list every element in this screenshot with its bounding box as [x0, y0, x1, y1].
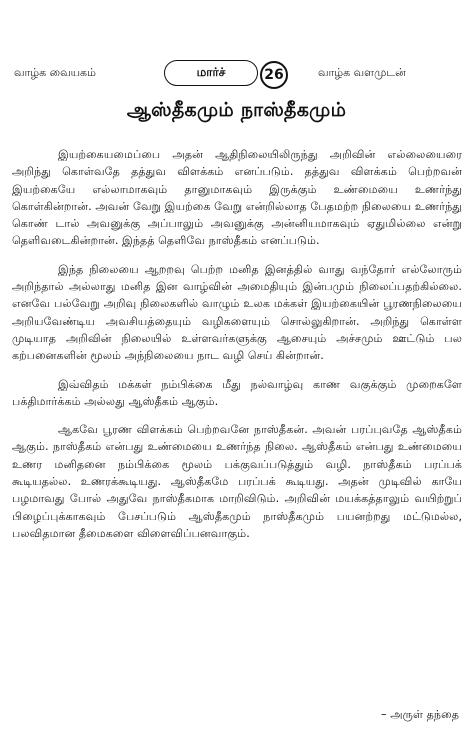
header-right-motto: வாழ்க வளமுடன் — [318, 66, 406, 79]
paragraph-3: இவ்விதம் மக்கள் நம்பிக்கை மீது நல்வாழ்வு காண வகுக்கும் முறைகளே பக்திமார்க்கம் அல்லது ஆஸ்தீகம் ஆகும். — [12, 377, 462, 408]
header-left-motto: வாழ்க வையகம் — [14, 66, 96, 79]
page-title: ஆஸ்தீகமும் நாஸ்தீகமும் — [126, 99, 347, 121]
article-body — [12, 146, 462, 553]
paragraph-4: ஆகவே பூரண விளக்கம் பெற்றவனே நாஸ்தீகன். அவன் பரப்புவதே ஆஸ்தீகம் ஆகும். நாஸ்தீகம் என்பது உண்மையை உணர்ந்த நிலை. ஆஸ்தீகம் என்பது உண்மையை உணர மனிதனை நம்பிக்கை மூலம் பக்குவப்படுத்தும் வழி. நாஸ்தீகம் பரப்பக் கூடியதல்ல. உணரக்கூடியது. ஆஸ்தீகமே பரப்பக் கூடியது. அதன் முடிவில் காயே பழமாவது போல் அதுவே நாஸ்தீகமாக மாறிவிடும். அறிவின் மயக்கத்தாலும் வயிற்றுப் பிழைப்புக்காகவும் பேசப்படும் ஆஸ்தீகமும் நாஸ்தீகமும் பயனற்றது மட்டுமல்ல, பலவிதமான தீமைகளை விளைவிப்பனவாகும். — [12, 423, 462, 540]
paragraph-2: இந்த நிலையை ஆறறவு பெற்ற மனித இனத்தில் வாது வந்தோர் எல்லோரும் அறிந்தால் அல்லாது மனித இன வாழ்வின் அமைதியும் இன்பமும் நிலைப்பதற்கில்லை. எனவே பல்வேறு அறிவு நிலைகளில் வாழும் உலக மக்கள் இயற்கையின் பூரணநிலையை அறியவேண்டிய அவசியத்தையும் வழிகளையும் சொல்லுகிறான். அறிந்து கொள்ள முடியாத அறிவின் நிலையில் உள்ளவர்களுக்கு ஆசையும் அச்சமும் ஊட்டும் பல கற்பனைகளின் மூலம் அந்நிலையை நாட வழி செய் கின்றான். — [12, 262, 462, 363]
day-number: 26 — [260, 61, 288, 89]
paragraph-1: இயற்கையமைப்பை அதன் ஆதிநிலையிலிருந்து அறிவின் எல்லையைரை அறிந்து கொள்வதே தத்துவ விளக்கம் எனப்படும். தத்துவ விளக்கம் பெற்றவன் இயற்கையே எல்லாமாகவும் தானுமாகவும் இருக்கும் உண்மையை உணர்ந்து கொள்கின்றான். அவன் வேறு இயற்கை வேறு என்றில்லாத பேதமற்ற நிலையை உணர்ந்து கொண் டால் அவனுக்கு அப்பாலும் அவனுக்கு அன்னியமாகவும் ஏதுமில்லை என்று தெளிவடைகின்றான். இந்தத் தெளிவே நாஸ்தீகம் எனப்படும். — [12, 148, 462, 248]
author-signature: – அருள் தந்தை — [381, 708, 459, 721]
month-label: மார்ச் — [164, 60, 258, 86]
